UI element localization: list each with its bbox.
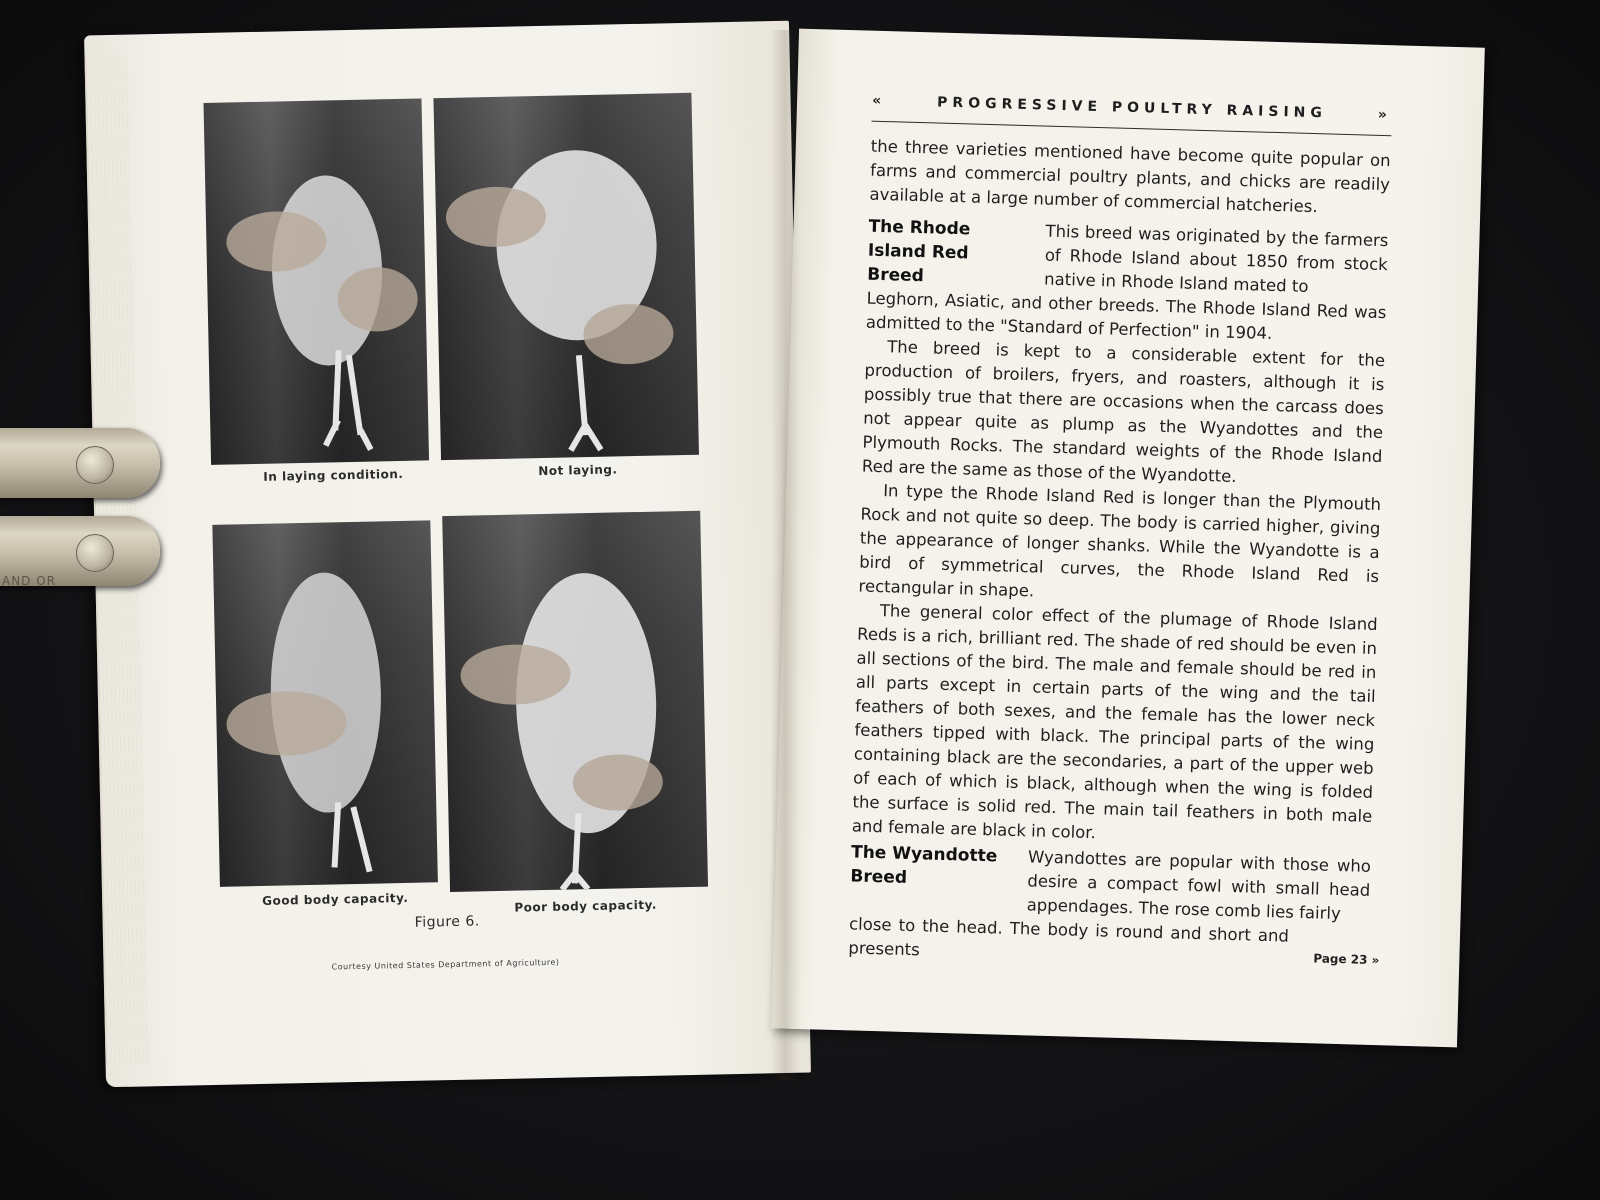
courtesy-credit: Courtesy United States Department of Agriculture) — [331, 957, 560, 972]
clip-engraving: AND OR — [2, 574, 57, 588]
caption-laying: In laying condition. — [263, 466, 404, 484]
book-gutter — [770, 30, 800, 1080]
wyandotte-lead-text: Wyandottes are popular with those who desire a compact fowl with small head appendages. The rose comb lies fairly — [1026, 847, 1372, 924]
binder-clip — [0, 424, 180, 614]
clip-lower-rivet — [76, 534, 114, 572]
right-page — [771, 29, 1485, 1048]
caption-not-laying: Not laying. — [538, 462, 618, 479]
photo-good-body-capacity — [212, 520, 438, 886]
rhode-island-body — [852, 287, 1387, 853]
hen-held-photo-image — [433, 93, 699, 460]
hen-held-photo-image — [204, 98, 430, 464]
rhode-island-p2: The breed is kept to a considerable extent for the production of broilers, fryers, and roasters, although it is possibly true that there are occasions when the carcass does not appear quite as plump as the Wyandottes and the Plymouth Rocks. The standard weights of the Rhode Island Red are the same as those of the Wyandotte. — [861, 337, 1386, 487]
photo-not-laying — [433, 93, 699, 460]
photo-laying — [204, 98, 430, 464]
caption-good-body-capacity: Good body capacity. — [262, 890, 409, 908]
left-page — [84, 21, 811, 1088]
running-head — [872, 93, 1392, 124]
caption-poor-body-capacity: Poor body capacity. — [514, 897, 657, 915]
page-number: Page 23 » — [1313, 951, 1380, 968]
figure-label: Figure 6. — [414, 913, 480, 931]
rhode-island-p3: In type the Rhode Island Red is longer than the Plymouth Rock and not quite so deep. The body is carried higher, giving the appearance of longer shanks. While the Wyandotte is a bird of symmetrical curves, the Rhode Island Red is rectangular in shape. — [858, 481, 1382, 601]
rhode-island-heading: The Rhode Island Red Breed — [866, 216, 971, 287]
rhode-island-p4: The general color effect of the plumage of Rhode Island Reds is a rich, brilliant red. The shade of red should be even in all sections of the bird. The male and female should be red in all parts except in certain parts of the wing and the tail feathers of both sexes, and the female has the lower neck feathers tipped with black. The principal parts of the wing containing black are the secondaries, a part of the upper web of each of which is black, although when the wing is folded the surface is solid red. The main tail feathers in both male and female are black in color. — [851, 601, 1378, 843]
photo-poor-body-capacity — [442, 511, 708, 892]
clip-upper-rivet — [76, 446, 114, 484]
intro-paragraph: the three varieties mentioned have become quite popular on farms and commercial poultry plants, and chicks are readily available at a large number of commercial hatcheries. — [869, 136, 1391, 217]
rhode-island-cont: Leghorn, Asiatic, and other breeds. The Rhode Island Red was admitted to the "Standard of Perfection" in 1904. — [865, 288, 1387, 343]
running-head-title: PROGRESSIVE POULTRY RAISING — [936, 94, 1328, 122]
wyandotte-cont: close to the head. The body is round and short and presents — [848, 914, 1290, 960]
right-guillemet: » — [1377, 106, 1393, 124]
rhode-island-lead-text: This breed was originated by the farmers of Rhode Island about 1850 from stock native in Rhode Island mated to — [1043, 221, 1389, 296]
wyandotte-heading: The Wyandotte Breed — [850, 842, 998, 888]
left-guillemet: « — [871, 92, 887, 110]
intro-paragraph-block — [869, 135, 1391, 221]
running-head-rule — [872, 121, 1392, 137]
hen-held-photo-image — [442, 511, 708, 892]
hen-held-photo-image — [212, 520, 438, 886]
